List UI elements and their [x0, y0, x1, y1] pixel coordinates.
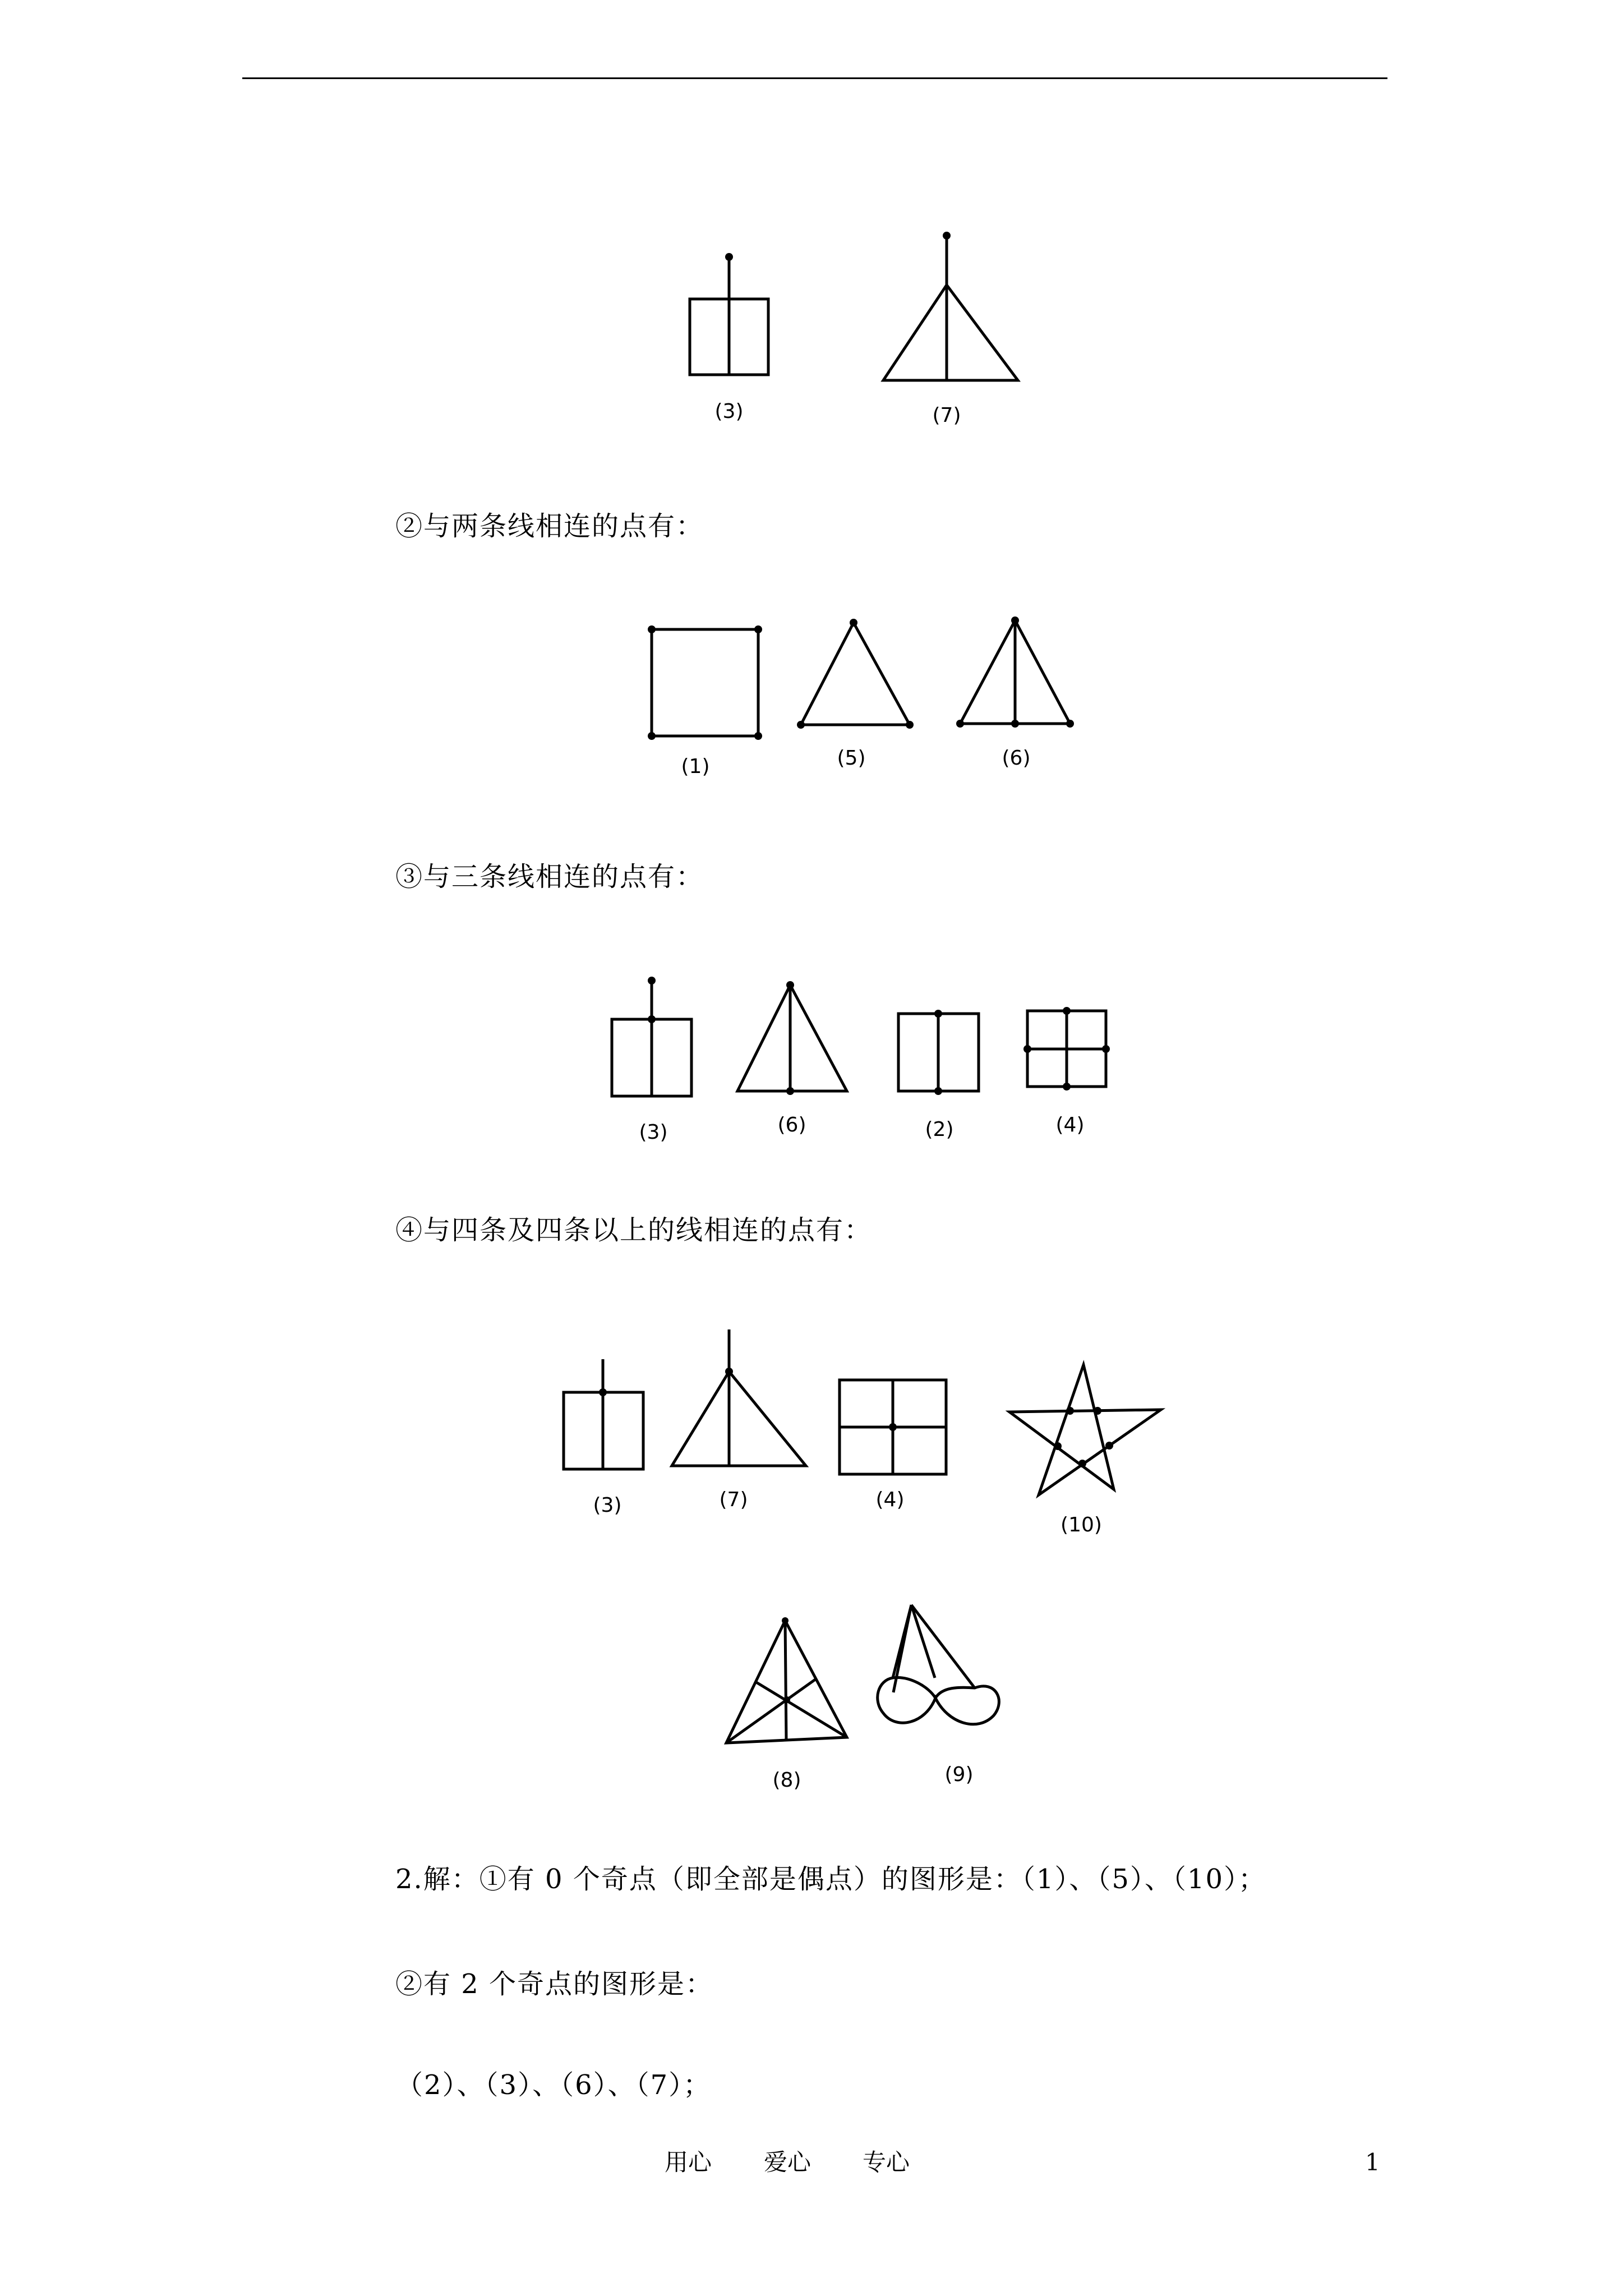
figure-7-triangle-with-stem [883, 232, 1018, 427]
solution-line-3: （2）、（3）、（6）、（7）； [396, 2069, 712, 2101]
figure-5-triangle [797, 619, 914, 770]
figure-6-triangle-with-median [737, 981, 847, 1137]
figure-1-square [648, 625, 762, 778]
figure-caption: (8) [772, 1769, 801, 1792]
figure-caption: (6) [1002, 747, 1031, 770]
heading-three-lines: ③与三条线相连的点有： [395, 861, 704, 892]
figure-group-5 [712, 1596, 1049, 1809]
figure-3-square-with-stem [564, 1359, 643, 1517]
figure-8-triangle-with-cevians [726, 1617, 847, 1792]
figure-caption: (4) [875, 1488, 905, 1511]
footer-motto-2: 爱心 [764, 2148, 811, 2176]
footer-motto-1: 用心 [665, 2148, 712, 2176]
figure-caption: (9) [944, 1763, 974, 1786]
solution-line-2: ②有 2 个奇点的图形是： [395, 1968, 714, 2000]
figure-group-3 [600, 965, 1133, 1156]
figure-2-rectangle-divided [898, 1010, 979, 1141]
figure-3-square-with-stem [612, 977, 691, 1144]
footer-motto-3: 专心 [863, 2148, 910, 2176]
figure-caption: (5) [837, 747, 866, 770]
figure-4-grid-rectangle [840, 1380, 946, 1511]
figure-9-cone-with-loops [878, 1605, 999, 1786]
figure-4-grid-square [1023, 1007, 1110, 1137]
figure-group-2 [634, 606, 1082, 791]
figure-3-square-with-stem [690, 253, 768, 423]
heading-two-lines: ②与两条线相连的点有： [395, 510, 704, 542]
figure-caption: (4) [1055, 1114, 1085, 1137]
figure-group-2-svg [634, 606, 1082, 791]
figure-caption: (3) [593, 1494, 622, 1517]
figure-group-4-svg [555, 1321, 1172, 1545]
figure-caption: (10) [1061, 1513, 1102, 1536]
figure-group-1-svg [645, 224, 1038, 438]
figure-6-triangle-with-median [956, 616, 1074, 770]
figure-caption: (2) [925, 1118, 954, 1141]
figure-group-3-svg [600, 965, 1133, 1156]
figure-7-triangle-with-stem [672, 1329, 806, 1511]
figure-caption: (6) [777, 1114, 806, 1137]
figure-caption: (1) [681, 755, 710, 778]
figure-10-star [1009, 1365, 1161, 1536]
figure-caption: (3) [639, 1121, 668, 1144]
figure-caption: (3) [714, 400, 744, 423]
figure-group-4 [555, 1321, 1172, 1545]
figure-caption: (7) [932, 404, 961, 427]
figure-group-5-svg [712, 1596, 1049, 1809]
page-number: 1 [1365, 2148, 1380, 2176]
figure-caption: (7) [719, 1488, 748, 1511]
solution-line-1: 2.解：①有 0 个奇点（即全部是偶点）的图形是：（1）、（5）、（10）； [395, 1864, 1267, 1895]
heading-four-lines: ④与四条及四条以上的线相连的点有： [395, 1214, 873, 1246]
figure-group-1 [645, 224, 1038, 438]
header-rule [242, 77, 1387, 79]
